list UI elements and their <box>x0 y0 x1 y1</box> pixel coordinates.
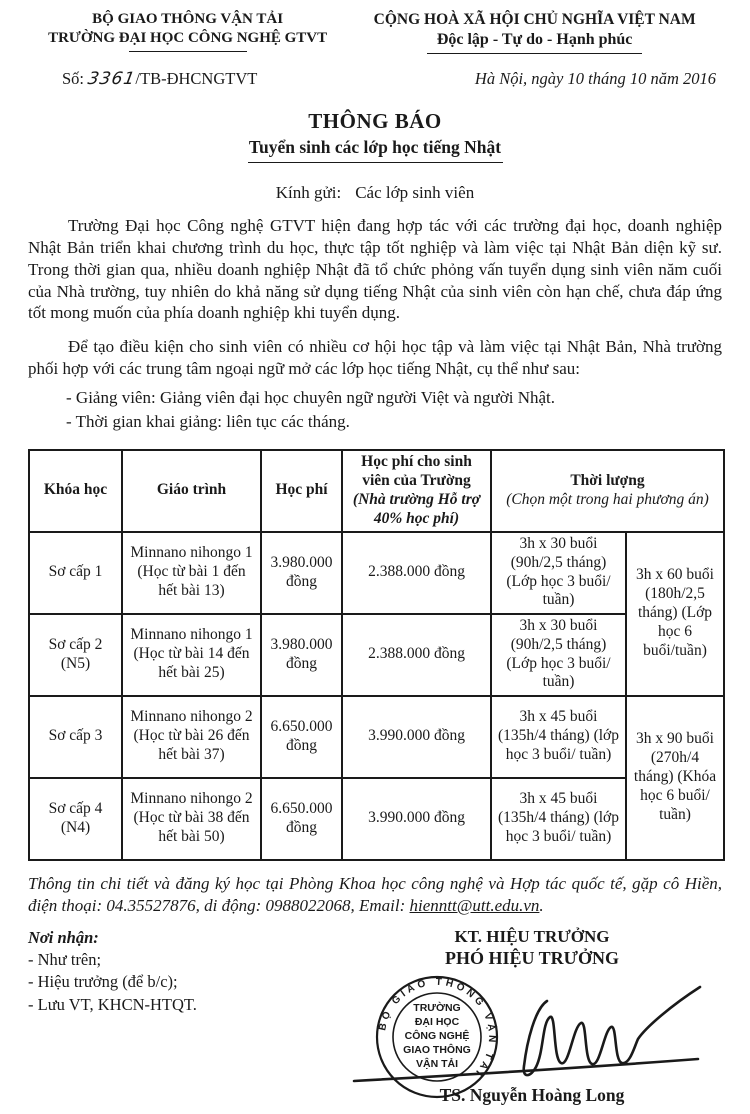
cell-course-1: Sơ cấp 1 <box>29 532 122 614</box>
cell-student-fee-2: 2.388.000 đồng <box>342 614 491 696</box>
paragraph-intro: Trường Đại học Công nghệ GTVT hiện đang hợp tác với các trường đại học, doanh nghiệp Nhật Bản triển khai chương trình du học, thực tập tốt nghiệp và làm việc tại Nhật Bản diện kỹ sư. Trong thời gian qua, nhiều doanh nghiệp Nhật đã tổ chức phỏng vấn tuyển dụng sinh viên năm cuối của Nhà trường, tuy nhiên do khả năng sử dụng tiếng Nhật của sinh viên còn hạn chế, chưa đáp ứng tốt mong muốn của phía doanh nghiệp khi tuyển dụng. <box>28 216 722 323</box>
cell-fee-1: 3.980.000 đồng <box>261 532 342 614</box>
motto-line2: Độc lập - Tự do - Hạnh phúc <box>436 31 633 49</box>
header-student-fee-main: Học phí cho sinh viên của Trường <box>361 452 472 489</box>
header-course: Khóa học <box>29 450 122 532</box>
cell-book-3: Minnano nihongo 2 (Học từ bài 26 đến hết bài 37) <box>122 696 261 778</box>
stamp-line: CÔNG NGHỆ <box>404 1029 470 1042</box>
table-row <box>29 696 724 778</box>
closing-section <box>28 927 722 1106</box>
cell-option-a: 3h x 60 buổi (180h/2,5 tháng) (Lớp học 6 buổi/tuần) <box>626 532 724 696</box>
table-header-row <box>29 450 724 532</box>
cell-course-3: Sơ cấp 3 <box>29 696 122 778</box>
header-duration-note: (Chọn một trong hai phương án) <box>506 490 709 508</box>
header-fee: Học phí <box>261 450 342 532</box>
org-underline <box>129 51 247 52</box>
signer-name: TS. Nguyễn Hoàng Long <box>439 1084 625 1105</box>
contact-email: hienntt@utt.edu.vn <box>409 895 540 915</box>
table-row <box>29 532 724 614</box>
cell-book-1: Minnano nihongo 1 (Học từ bài 1 đến hết bài 13) <box>122 532 261 614</box>
cell-schedule-4: 3h x 45 buổi (135h/4 tháng) (lớp học 3 buổi/ tuần) <box>491 778 626 860</box>
contact-period: . <box>539 895 544 915</box>
cell-student-fee-4: 3.990.000 đồng <box>342 778 491 860</box>
stamp-line: GIAO THÔNG <box>403 1043 471 1056</box>
cell-student-fee-3: 3.990.000 đồng <box>342 696 491 778</box>
cell-fee-2: 3.980.000 đồng <box>261 614 342 696</box>
paragraph-offer: Để tạo điều kiện cho sinh viên có nhiều cơ hội học tập và làm việc tại Nhật Bản, Nhà trường phối hợp với các trung tâm ngoại ngữ mở các lớp học tiếng Nhật, cụ thể như sau: <box>28 337 722 378</box>
doc-number <box>28 69 257 89</box>
national-motto <box>347 10 722 54</box>
cell-fee-3: 6.650.000 đồng <box>261 696 342 778</box>
recipients-title: Nơi nhận: <box>28 927 99 947</box>
header-duration <box>491 450 724 532</box>
header-student-fee <box>342 450 491 532</box>
cell-book-4: Minnano nihongo 2 (Học từ bài 38 đến hết bài 50) <box>122 778 261 860</box>
doc-number-suffix: /TB-ĐHCNGTVT <box>135 69 258 89</box>
subtitle-underline <box>248 162 503 163</box>
place-date: Hà Nội, ngày 10 tháng 10 năm 2016 <box>474 69 716 89</box>
fees-table <box>28 449 725 861</box>
signature-block <box>342 927 722 1106</box>
contact-note <box>28 873 722 917</box>
contact-text: Thông tin chi tiết và đăng ký học tại Phòng Khoa học công nghệ và Hợp tác quốc tế, gặp cô Hiền, điện thoại: 04.35527876, di động: 0988022068, Email: <box>28 873 722 915</box>
stamp-line: TRƯỜNG <box>413 1001 461 1014</box>
cell-book-2: Minnano nihongo 1 (Học từ bài 14 đến hết bài 25) <box>122 614 261 696</box>
cell-student-fee-1: 2.388.000 đồng <box>342 532 491 614</box>
title-block <box>28 109 722 163</box>
bullet-list <box>28 386 722 435</box>
page-subtitle: Tuyển sinh các lớp học tiếng Nhật <box>248 137 502 158</box>
signer-role: PHÓ HIỆU TRƯỞNG <box>444 947 619 968</box>
cell-option-b: 3h x 90 buổi (270h/4 tháng) (Khóa học 6 buổi/ tuần) <box>626 696 724 860</box>
issuing-org <box>28 10 347 54</box>
cell-schedule-3: 3h x 45 buổi (135h/4 tháng) (lớp học 3 buổi/ tuần) <box>491 696 626 778</box>
cell-schedule-2: 3h x 30 buổi (90h/2,5 tháng) (Lớp học 3 buổi/ tuần) <box>491 614 626 696</box>
doc-number-label: Số: <box>62 69 85 89</box>
page-title: THÔNG BÁO <box>308 109 442 134</box>
header-student-fee-note: (Nhà trường Hỗ trợ 40% học phí) <box>352 490 481 527</box>
recipient-item: - Lưu VT, KHCN-HTQT. <box>28 994 197 1014</box>
salutation <box>28 183 722 203</box>
header-book: Giáo trình <box>122 450 261 532</box>
recipients-block <box>28 927 197 1106</box>
stamp-line: ĐẠI HỌC <box>414 1015 460 1028</box>
bullet-teachers: - Giảng viên: Giảng viên đại học chuyên ngữ người Việt và người Nhật. <box>66 387 556 407</box>
org-parent: BỘ GIAO THÔNG VẬN TẢI <box>92 11 284 27</box>
stamp-ring-text: BỘ GIAO THÔNG VẬN TẢI <box>377 976 498 1080</box>
stamp-line: VẬN TẢI <box>416 1057 458 1070</box>
salutation-label: Kính gửi: <box>275 183 342 203</box>
table-row <box>29 778 724 860</box>
bullet-schedule: - Thời gian khai giảng: liên tục các tháng. <box>66 412 350 432</box>
recipient-item: - Hiệu trưởng (để b/c); <box>28 972 178 992</box>
table-row <box>29 614 724 696</box>
doc-number-handwritten: 3361 <box>86 69 138 90</box>
cell-fee-4: 6.650.000 đồng <box>261 778 342 860</box>
cell-course-4: Sơ cấp 4 (N4) <box>29 778 122 860</box>
recipient-item: - Như trên; <box>28 949 102 969</box>
document-header <box>28 10 722 54</box>
cell-schedule-1: 3h x 30 buổi (90h/2,5 tháng) (Lớp học 3 buổi/ tuần) <box>491 532 626 614</box>
cell-course-2: Sơ cấp 2 (N5) <box>29 614 122 696</box>
motto-underline <box>427 53 642 54</box>
number-date-row <box>28 69 722 89</box>
org-name: TRƯỜNG ĐẠI HỌC CÔNG NGHỆ GTVT <box>48 29 328 46</box>
signer-authority: KT. HIỆU TRƯỞNG <box>454 926 610 946</box>
motto-line1: CỘNG HOÀ XÃ HỘI CHỦ NGHĨA VIỆT NAM <box>373 11 696 28</box>
salutation-recipient: Các lớp sinh viên <box>355 183 475 203</box>
header-duration-main: Thời lượng <box>570 471 645 489</box>
